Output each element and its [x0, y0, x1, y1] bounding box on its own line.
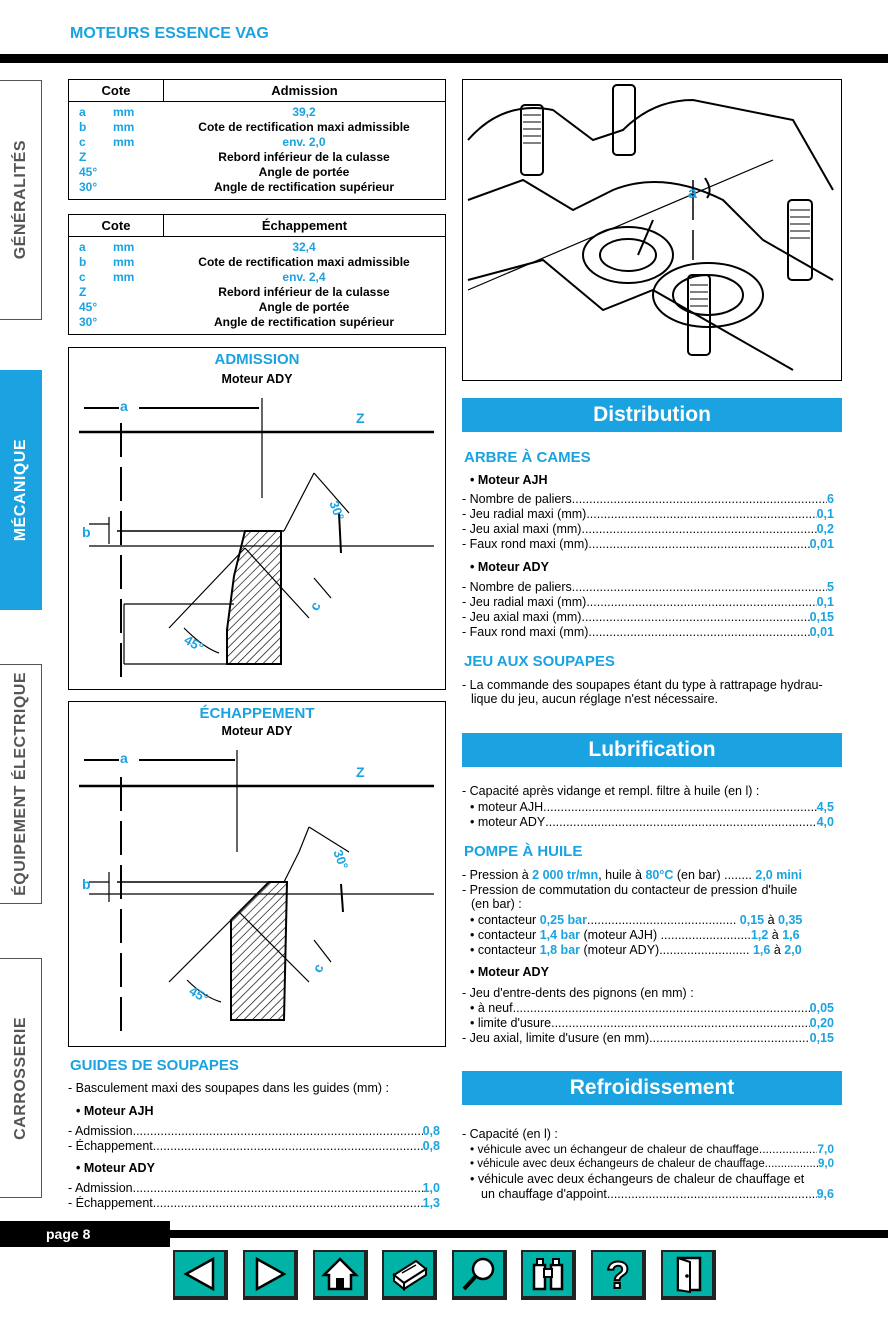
table-cell: Angle de rectification supérieur — [213, 180, 395, 194]
table-row: b mm — [79, 120, 135, 134]
table-admission — [68, 79, 446, 200]
diagram-echappement — [68, 701, 446, 1047]
table-row: 45° — [79, 300, 98, 314]
diagram-title: ADMISSION — [214, 351, 300, 368]
binoculars-icon — [528, 1255, 568, 1293]
print-button[interactable] — [382, 1250, 437, 1300]
jeu-text-line1: - La commande des soupapes étant du type à rattrapage hydrau- — [462, 678, 823, 692]
spec-item: - Jeu axial maxi (mm) ..... 0,2 — [462, 522, 834, 537]
table-cell: Angle de portée — [258, 300, 350, 314]
spec-item: - Nombre de paliers ..... 6 — [462, 492, 834, 507]
spec-item: • véhicule avec un échangeur de chaleur de chauffage ..... 7,0 — [470, 1142, 834, 1157]
angle-30-label: 30° — [326, 498, 348, 523]
refroidissement-line: • véhicule avec deux échangeurs de chaleur de chauffage et — [470, 1172, 805, 1186]
refroidissement-intro: - Capacité (en l) : — [462, 1127, 558, 1141]
table-header-echappement: Échappement — [163, 215, 445, 236]
tab-generalites[interactable] — [0, 80, 42, 320]
commutation-line1: - Pression de commutation du contacteur de pression d'huile — [462, 883, 798, 897]
table-cell: Rebord inférieur de la culasse — [218, 150, 390, 164]
section-title-refroidissement: Refroidissement — [462, 1071, 842, 1105]
angle-30-label: 30° — [330, 847, 352, 872]
table-row: c mm — [79, 135, 135, 149]
search-button[interactable] — [452, 1250, 507, 1300]
spec-item: - Échappement ..... 1,3 — [68, 1196, 440, 1211]
jeu-pignons-intro: - Jeu d'entre-dents des pignons (en mm) : — [462, 986, 694, 1000]
contacteur-line: • contacteur 1,8 bar (moteur ADY).......................... 1,6 à 2,0 — [470, 943, 802, 957]
spec-item: - Jeu axial maxi (mm) ..... 0,15 — [462, 610, 834, 625]
header-rule — [0, 54, 888, 63]
exit-button[interactable] — [661, 1250, 716, 1300]
exit-door-icon — [668, 1254, 708, 1294]
table-cell: Rebord inférieur de la culasse — [218, 285, 390, 299]
dim-b-label: b — [82, 524, 91, 540]
printer-icon — [388, 1255, 430, 1293]
dim-a-label: a — [120, 398, 128, 414]
tab-label: MÉCANIQUE — [11, 438, 29, 542]
engine-heading: • Moteur ADY — [76, 1161, 155, 1175]
tab-label: ÉQUIPEMENT ÉLECTRIQUE — [11, 672, 29, 896]
help-button[interactable] — [591, 1250, 646, 1300]
commutation-line2: (en bar) : — [471, 897, 522, 911]
engine-heading: • Moteur ADY — [470, 560, 549, 574]
spec-item: - Faux rond maxi (mm) ..... 0,01 — [462, 537, 834, 552]
engine-heading: • Moteur AJH — [470, 473, 548, 487]
spec-item: • limite d'usure ..... 0,20 — [470, 1016, 834, 1031]
spec-item: - Échappement ..... 0,8 — [68, 1139, 440, 1154]
find-button[interactable] — [521, 1250, 576, 1300]
diagram-subtitle: Moteur ADY — [221, 372, 293, 386]
spec-item: un chauffage d'appoint ..... 9,6 — [481, 1187, 834, 1202]
spec-item: • moteur ADY ..... 4,0 — [470, 815, 834, 830]
page-header-title: MOTEURS ESSENCE VAG — [70, 25, 269, 42]
table-header-cote: Cote — [101, 83, 131, 98]
contacteur-line: • contacteur 1,4 bar (moteur AJH) ..........................1,2 à 1,6 — [470, 928, 800, 942]
diagram-admission — [68, 347, 446, 690]
tab-equipement-electrique[interactable] — [0, 664, 42, 904]
arrow-right-icon — [251, 1256, 289, 1292]
tab-label: CARROSSERIE — [11, 1016, 29, 1140]
spec-item: - Nombre de paliers ..... 5 — [462, 580, 834, 595]
table-cell: env. 2,0 — [282, 135, 326, 149]
table-cell: 32,4 — [292, 240, 316, 254]
section-subtitle-jeu: JEU AUX SOUPAPES — [464, 653, 615, 670]
spec-item: - Admission ..... 0,8 — [68, 1124, 440, 1139]
help-icon — [598, 1254, 638, 1294]
table-row: b mm — [79, 255, 135, 269]
spec-item: • moteur AJH ..... 4,5 — [470, 800, 834, 815]
angle-45-label: 45° — [181, 632, 207, 655]
table-row: Z — [79, 150, 87, 164]
spec-item: • à neuf ..... 0,05 — [470, 1001, 834, 1016]
dim-z-label: Z — [356, 764, 365, 780]
home-icon — [320, 1255, 360, 1293]
guides-intro: - Basculement maxi des soupapes dans les guides (mm) : — [68, 1081, 389, 1095]
magnifier-icon — [459, 1255, 499, 1293]
table-row: 30° — [79, 180, 98, 194]
next-page-button[interactable] — [243, 1250, 298, 1300]
dim-c-label: c — [306, 598, 324, 614]
table-echappement — [68, 214, 446, 335]
page-number: page 8 — [0, 1221, 170, 1247]
arrow-left-icon — [181, 1256, 219, 1292]
photo-dim-a-label: a — [688, 185, 697, 202]
pressure-line: - Pression à 2 000 tr/mn, huile à 80°C (en bar) ........ 2,0 mini — [462, 868, 802, 882]
spec-item: - Jeu radial maxi (mm) ..... 0,1 — [462, 595, 834, 610]
table-row: c mm — [79, 270, 135, 284]
dim-z-label: Z — [356, 410, 365, 426]
table-row: 30° — [79, 315, 98, 329]
svg-text:?: ? — [605, 1255, 630, 1294]
section-subtitle-pompe: POMPE À HUILE — [464, 843, 583, 860]
dim-b-label: b — [82, 876, 91, 892]
tab-label: GÉNÉRALITÉS — [11, 140, 29, 260]
table-header-admission: Admission — [163, 80, 445, 101]
table-row: 45° — [79, 165, 98, 179]
contacteur-line: • contacteur 0,25 bar........................................... 0,15 à 0,35 — [470, 913, 803, 927]
section-title-distribution: Distribution — [462, 398, 842, 432]
table-row: a mm — [79, 105, 135, 119]
tab-carrosserie[interactable] — [0, 958, 42, 1198]
table-cell: 39,2 — [292, 105, 316, 119]
table-row: a mm — [79, 240, 135, 254]
spec-item: - Admission ..... 1,0 — [68, 1181, 440, 1196]
engine-heading: • Moteur ADY — [470, 965, 549, 979]
home-button[interactable] — [313, 1250, 368, 1300]
spec-item: • véhicule avec deux échangeurs de chaleur de chauffage ..... 9,0 — [470, 1157, 834, 1172]
prev-page-button[interactable] — [173, 1250, 228, 1300]
diagram-title: ÉCHAPPEMENT — [199, 705, 315, 722]
table-row: Z — [79, 285, 87, 299]
table-cell: Cote de rectification maxi admissible — [198, 255, 410, 269]
dim-c-label: c — [309, 960, 327, 976]
table-header-cote: Cote — [101, 218, 131, 233]
spec-item: - Faux rond maxi (mm) ..... 0,01 — [462, 625, 834, 640]
table-cell: Angle de rectification supérieur — [213, 315, 395, 329]
tab-mecanique[interactable] — [0, 370, 42, 610]
cylinder-head-illustration — [462, 79, 842, 381]
section-subtitle-guides: GUIDES DE SOUPAPES — [70, 1057, 239, 1074]
spec-item: - Jeu radial maxi (mm) ..... 0,1 — [462, 507, 834, 522]
angle-45-label: 45° — [186, 983, 212, 1006]
section-subtitle-arbre: ARBRE À CAMES — [464, 449, 591, 466]
cylinder-head-drawing — [463, 80, 841, 380]
diagram-subtitle: Moteur ADY — [221, 724, 293, 738]
table-cell: Angle de portée — [258, 165, 350, 179]
dim-a-label: a — [120, 750, 128, 766]
lubrification-intro: - Capacité après vidange et rempl. filtre à huile (en l) : — [462, 784, 760, 798]
table-cell: env. 2,4 — [282, 270, 326, 284]
engine-heading: • Moteur AJH — [76, 1104, 154, 1118]
spec-item: - Jeu axial, limite d'usure (en mm) ..... 0,15 — [462, 1031, 834, 1046]
jeu-text-line2: lique du jeu, aucun réglage n'est nécessaire. — [471, 692, 718, 706]
section-title-lubrification: Lubrification — [462, 733, 842, 767]
table-cell: Cote de rectification maxi admissible — [198, 120, 410, 134]
